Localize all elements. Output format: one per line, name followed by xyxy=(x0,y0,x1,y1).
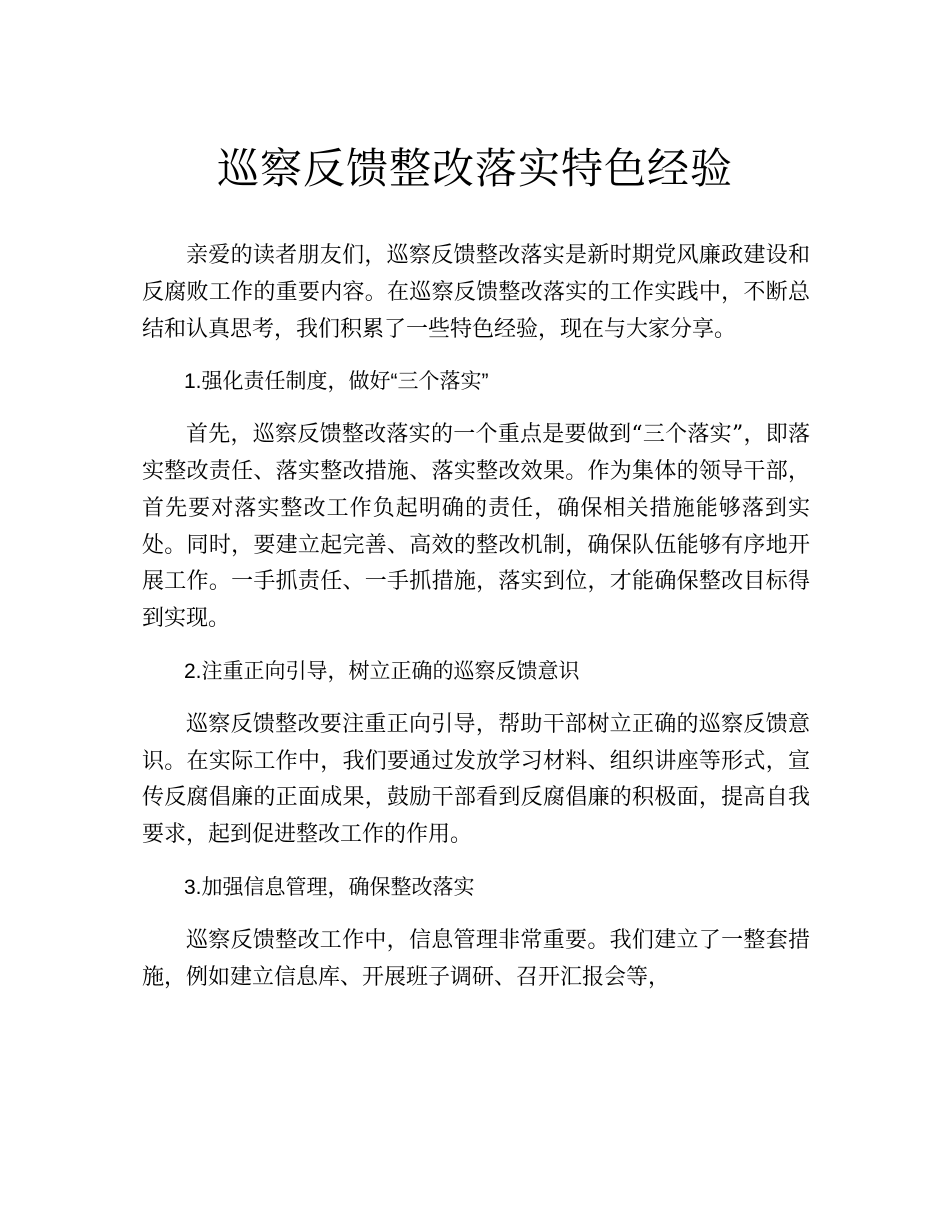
section-paragraph-3: 巡察反馈整改工作中，信息管理非常重要。我们建立了一整套措施，例如建立信息库、开展班子调研、召开汇报会等， xyxy=(142,927,810,990)
section-paragraph-1: 首先，巡察反馈整改落实的一个重点是要做到“三个落实”，即落实整改责任、落实整改措施、落实整改效果。作为集体的领导干部，首先要对落实整改工作负起明确的责任，确保相关措施能够落到实处。同时，要建立起完善、高效的整改机制，确保队伍能够有序地开展工作。一手抓责任、一手抓措施，落实到位，才能确保整改目标得到实现。 xyxy=(142,422,810,632)
section-paragraph-2: 巡察反馈整改要注重正向引导，帮助干部树立正确的巡察反馈意识。在实际工作中，我们要通过发放学习材料、组织讲座等形式，宣传反腐倡廉的正面成果，鼓励干部看到反腐倡廉的积极面，提高自我要求，起到促进整改工作的作用。 xyxy=(142,711,810,848)
intro-paragraph: 亲爱的读者朋友们，巡察反馈整改落实是新时期党风廉政建设和反腐败工作的重要内容。在巡察反馈整改落实的工作实践中，不断总结和认真思考，我们积累了一些特色经验，现在与大家分享。 xyxy=(142,243,810,342)
section-heading-3: 3.加强信息管理，确保整改落实 xyxy=(184,875,475,899)
section-heading-2: 2.注重正向引导，树立正确的巡察反馈意识 xyxy=(184,659,580,683)
section-heading-1: 1.强化责任制度，做好“三个落实” xyxy=(184,370,489,394)
document-body xyxy=(142,238,810,1012)
document-title: 巡察反馈整改落实特色经验 xyxy=(216,144,733,193)
